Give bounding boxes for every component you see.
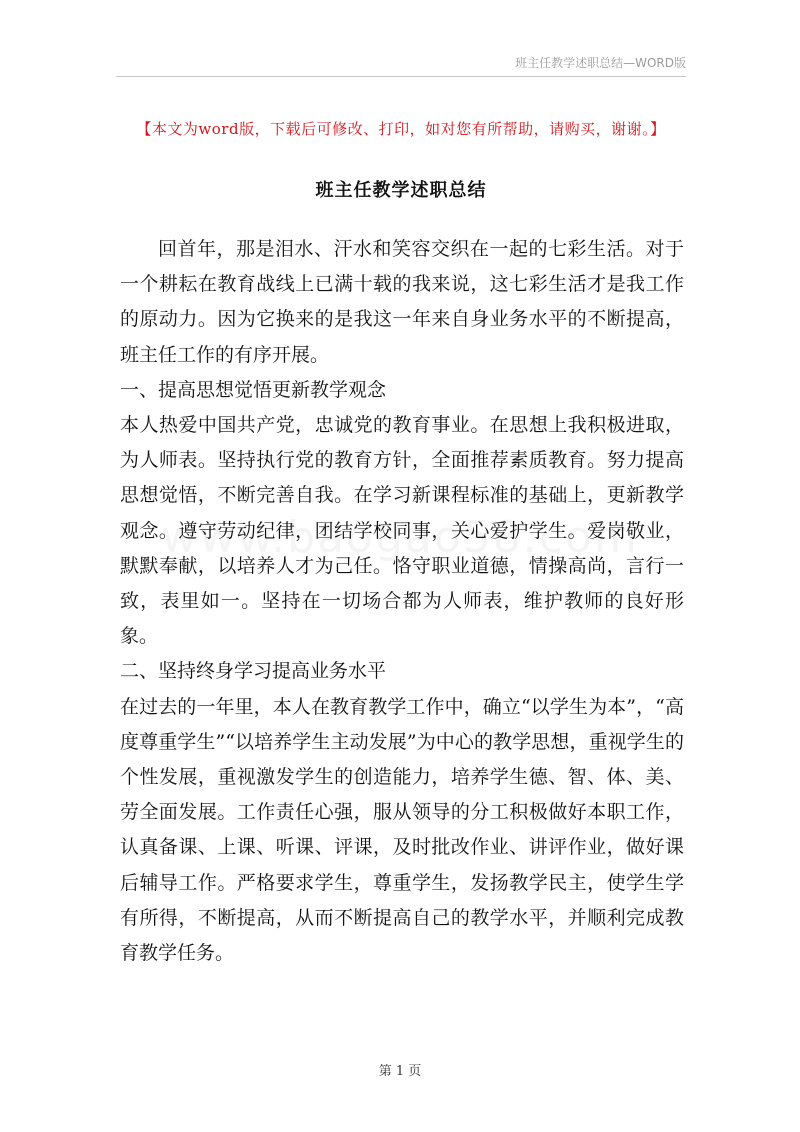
section-heading-2: 二、坚持终身学习提高业务水平	[120, 660, 387, 683]
download-notice: 【本文为word版，下载后可修改、打印，如对您有所帮助，请购买，谢谢。】	[136, 120, 666, 138]
document-title: 班主任教学述职总结	[315, 180, 487, 201]
running-header-title: 班主任教学述职总结—WORD版	[515, 56, 686, 70]
running-header	[116, 52, 686, 77]
body-paragraph: 本人热爱中国共产党，忠诚党的教育事业。在思想上我积极进取，为人师表。坚持执行党的教育方针，全面推荐素质教育。努力提高思想觉悟，不断完善自我。在学习新课程标准的基础上，更新教学观念。遵守劳动纪律，团结学校同事，关心爱护学生。爱岗敬业，默默奉献，以培养人才为己任。恪守职业道德，情操高尚，言行一致，表里如一。坚持在一切场合都为人师表，维护教师的良好形象。	[120, 414, 684, 648]
intro-paragraph: 回首年，那是泪水、汗水和笑容交织在一起的七彩生活。对于一个耕耘在教育战线上已满十载的我来说，这七彩生活才是我工作的原动力。因为它换来的是我这一年来自身业务水平的不断提高，班主任工作的有序开展。	[120, 238, 684, 366]
body-paragraph: 在过去的一年里，本人在教育教学工作中，确立“以学生为本”，“高度尊重学生”“以培养学生主动发展”为中心的教学思想，重视学生的个性发展，重视激发学生的创造能力，培养学生德、智、体、美、劳全面发展。工作责任心强，服从领导的分工积极做好本职工作，认真备课、上课、听课、评课，及时批改作业、讲评作业，做好课后辅导工作。严格要求学生，尊重学生，发扬教学民主，使学生学有所得，不断提高，从而不断提高自己的教学水平，并顺利完成教育教学任务。	[120, 695, 684, 965]
section-heading-1: 一、提高思想觉悟更新教学观念	[120, 378, 387, 401]
page-number: 第 1 页	[378, 1064, 422, 1079]
document-body	[120, 232, 684, 971]
